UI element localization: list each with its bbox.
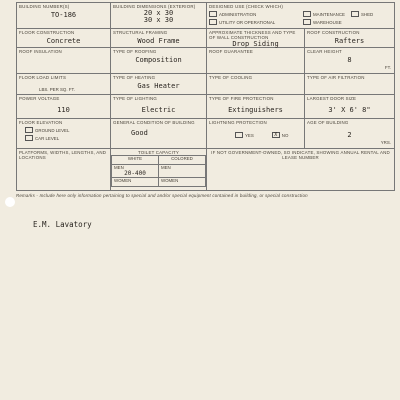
colored-women-cell: WOMEN (158, 178, 205, 187)
heating-value: Gas Heater (137, 82, 180, 91)
clear-height-unit: FT. (384, 65, 391, 70)
row-5 (17, 95, 395, 119)
lightning-protection-cell (207, 119, 305, 149)
floor-load-label: FLOOR LOAD LIMITS (19, 75, 67, 80)
toilet-capacity-cell (111, 149, 207, 191)
remarks-section (16, 193, 394, 353)
largest-door-label: LARGEST DOOR SIZE (307, 96, 357, 101)
white-women-cell: WOMEN (112, 178, 159, 187)
toilet-capacity-label: TOILET CAPACITY (137, 150, 180, 155)
cooling-cell (207, 74, 305, 95)
building-data-table (16, 2, 395, 191)
building-numbers-cell (17, 3, 111, 29)
heating-cell (111, 74, 207, 95)
checkbox-icon (209, 19, 217, 25)
lease-label: IF NOT GOVERNMENT-OWNED, SO INDICATE, SHOWING ANNUAL RENTAL AND LEASE NUMBER (211, 150, 390, 161)
cooling-label: TYPE OF COOLING (209, 75, 253, 80)
power-voltage-value: 110 (57, 106, 70, 115)
lightning-protection-label: LIGHTNING PROTECTION (209, 120, 267, 125)
remarks-text: E.M. Lavatory (33, 220, 92, 229)
floor-construction-cell (17, 29, 111, 48)
power-voltage-cell (17, 95, 111, 119)
checkbox-checked-icon: X (272, 132, 280, 138)
wall-construction-value: Drop Siding (232, 40, 279, 49)
clear-height-label: CLEAR HEIGHT (307, 49, 342, 54)
floor-elevation-label: FLOOR ELEVATION (19, 120, 63, 125)
checkbox-icon (25, 127, 33, 133)
general-condition-value: Good (131, 129, 148, 138)
option-shed[interactable]: SHED (351, 11, 373, 17)
clear-height-value: 8 (347, 56, 352, 65)
platforms-label: PLATFORMS, WIDTHS, LENGTHS, AND LOCATIONS (19, 150, 107, 161)
general-condition-cell (111, 119, 207, 149)
checkbox-icon (303, 19, 311, 25)
air-filtration-label: TYPE OF AIR FILTRATION (307, 75, 365, 80)
colored-men-cell: MEN (158, 165, 205, 178)
heating-label: TYPE OF HEATING (113, 75, 156, 80)
roofing-type-label: TYPE OF ROOFING (113, 49, 157, 54)
age-label: AGE OF BUILDING (307, 120, 349, 125)
age-value: 2 (347, 131, 352, 140)
air-filtration-cell (305, 74, 395, 95)
roofing-type-value: Composition (135, 56, 182, 65)
roof-guarantee-cell (207, 48, 305, 74)
general-condition-label: GENERAL CONDITION OF BUILDING (113, 120, 195, 125)
roof-construction-value: Rafters (334, 37, 365, 46)
option-no[interactable]: X NO (272, 132, 289, 138)
row-7 (17, 149, 395, 191)
age-cell (305, 119, 395, 149)
roof-insulation-label: ROOF INSULATION (19, 49, 62, 54)
designed-use-label: DESIGNED USE (CHECK WHICH) (209, 4, 283, 9)
checkbox-icon (235, 132, 243, 138)
toilet-capacity-table (111, 155, 206, 187)
dimensions-label: BUILDING DIMENSIONS (EXTERIOR) (113, 4, 196, 9)
checkbox-icon (351, 11, 359, 17)
floor-load-unit: LBS. PER SQ. FT. (39, 87, 75, 92)
checkbox-icon (209, 11, 217, 17)
row-4 (17, 74, 395, 95)
lighting-value: Electric (141, 106, 176, 115)
building-numbers-label: BUILDING NUMBER(S) (19, 4, 70, 9)
checkbox-icon (25, 135, 33, 141)
wall-construction-cell (207, 29, 305, 48)
power-voltage-label: POWER VOLTAGE (19, 96, 60, 101)
option-warehouse[interactable]: WAREHOUSE (303, 19, 342, 25)
building-numbers-value: TO-186 (50, 11, 77, 20)
roof-guarantee-label: ROOF GUARANTEE (209, 49, 254, 54)
option-ground-level[interactable]: GROUND LEVEL (25, 127, 108, 133)
row-2 (17, 29, 395, 48)
floor-load-cell (17, 74, 111, 95)
wall-construction-label: APPROXIMATE THICKNESS AND TYPE OF WALL CONSTRUCTION (209, 30, 296, 41)
option-car-level[interactable]: CAR LEVEL (25, 135, 108, 141)
option-administration[interactable]: ADMINISTRATION (209, 11, 297, 17)
dimensions-cell (111, 3, 207, 29)
structural-framing-label: STRUCTURAL FRAMING (113, 30, 168, 35)
structural-framing-value: Wood Frame (137, 37, 180, 46)
dimensions-value-2: 30 x 30 (143, 16, 174, 25)
age-unit: YRS. (380, 140, 391, 145)
checkbox-icon (303, 11, 311, 17)
white-header: WHITE (112, 156, 159, 165)
lighting-cell (111, 95, 207, 119)
row-6 (17, 119, 395, 149)
largest-door-cell (305, 95, 395, 119)
roof-construction-cell (305, 29, 395, 48)
row-1 (17, 3, 395, 29)
white-men-cell: MEN 20-400 (112, 165, 159, 178)
clear-height-cell (305, 48, 395, 74)
designed-use-cell (207, 3, 395, 29)
largest-door-value: 3' X 6' 8" (328, 106, 371, 115)
dimensions-value-1: 20 x 30 (143, 9, 174, 18)
roofing-type-cell (111, 48, 207, 74)
option-maintenance[interactable]: MAINTENANCE (303, 11, 345, 17)
remarks-label: Remarks - Include here only information pertaining to special and and/or special equipment contained in building, or special construction (16, 193, 308, 198)
roof-construction-label: ROOF CONSTRUCTION (307, 30, 360, 35)
fire-protection-label: TYPE OF FIRE PROTECTION (209, 96, 274, 101)
fire-protection-value: Extinguishers (228, 106, 283, 115)
floor-construction-value: Concrete (46, 37, 81, 46)
colored-header: COLORED (158, 156, 205, 165)
fire-protection-cell (207, 95, 305, 119)
row-3 (17, 48, 395, 74)
floor-construction-label: FLOOR CONSTRUCTION (19, 30, 75, 35)
white-men-value: 20-400 (124, 170, 146, 178)
lease-cell (207, 149, 395, 191)
floor-elevation-cell (17, 119, 111, 149)
option-yes[interactable]: YES (235, 132, 254, 138)
lighting-label: TYPE OF LIGHTING (113, 96, 157, 101)
structural-framing-cell (111, 29, 207, 48)
punch-hole (5, 197, 15, 207)
option-utility[interactable]: UTILITY OR OPERATIONAL (209, 19, 297, 25)
roof-insulation-cell (17, 48, 111, 74)
platforms-cell (17, 149, 111, 191)
